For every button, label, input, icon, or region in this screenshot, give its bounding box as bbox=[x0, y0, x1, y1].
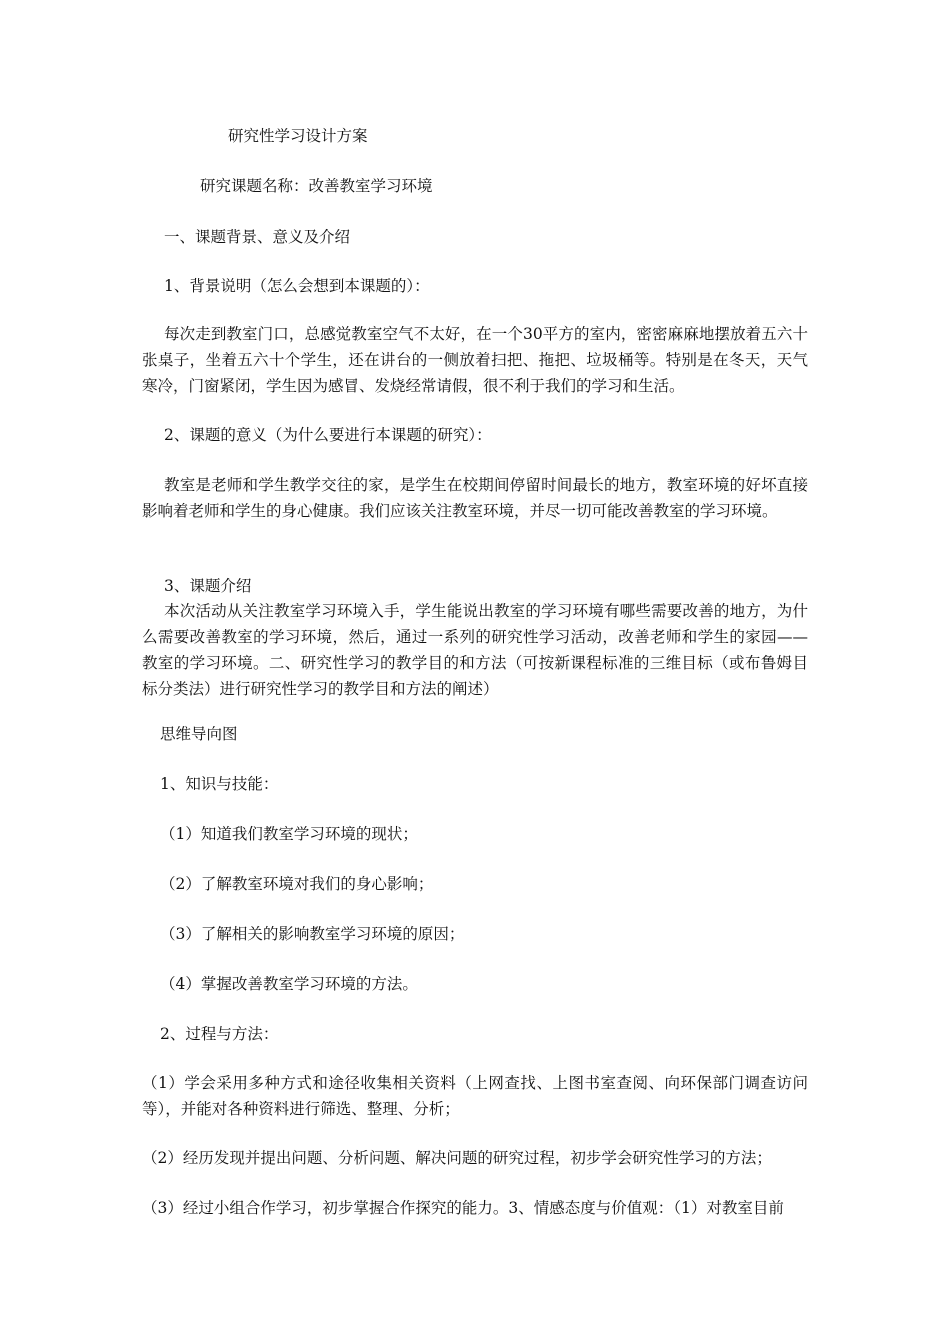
subheading-background: 1、背景说明（怎么会想到本课题的）： bbox=[164, 277, 430, 295]
paragraph-introduction: 本次活动从关注教室学习环境入手，学生能说出教室的学习环境有哪些需要改善的地方，为什么需要改善教室的学习环境，然后，通过一系列的研究性学习活动，改善老师和学生的家园——教室的学习环境。二、研究性学习的教学目的和方法（可按新课程标准的三维目标（或布鲁姆目标分类法）进行研究性学习的教学目和方法的阐述） bbox=[142, 602, 808, 698]
list-item: （2）经历发现并提出问题、分析问题、解决问题的研究过程，初步学会研究性学习的方法； bbox=[142, 1149, 772, 1167]
list-item: （3）经过小组合作学习，初步掌握合作探究的能力。3、情感态度与价值观：（1）对教室目前 bbox=[142, 1199, 784, 1217]
section-heading-background: 一、课题背景、意义及介绍 bbox=[164, 228, 351, 246]
list-item: （2）了解教室环境对我们的身心影响； bbox=[160, 875, 434, 893]
subheading-significance: 2、课题的意义（为什么要进行本课题的研究）： bbox=[164, 426, 492, 444]
subheading-knowledge-skills: 1、知识与技能： bbox=[160, 775, 279, 793]
subheading-process-methods: 2、过程与方法： bbox=[160, 1025, 279, 1043]
list-item: （3）了解相关的影响教室学习环境的原因； bbox=[160, 925, 465, 943]
list-item: （1）知道我们教室学习环境的现状； bbox=[160, 825, 418, 843]
mind-map-label: 思维导向图 bbox=[160, 725, 238, 743]
document-title: 研究性学习设计方案 bbox=[228, 127, 368, 145]
topic-name: 研究课题名称：改善教室学习环境 bbox=[200, 177, 433, 195]
paragraph-background: 每次走到教室门口，总感觉教室空气不太好，在一个30平方的室内，密密麻麻地摆放着五六十张桌子，坐着五六十个学生，还在讲台的一侧放着扫把、拖把、垃圾桶等。特别是在冬天，天气寒冷，门窗紧闭，学生因为感冒、发烧经常请假，很不利于我们的学习和生活。 bbox=[142, 325, 808, 395]
list-item: （4）掌握改善教室学习环境的方法。 bbox=[160, 975, 418, 993]
paragraph-significance: 教室是老师和学生教学交往的家，是学生在校期间停留时间最长的地方，教室环境的好坏直接影响着老师和学生的身心健康。我们应该关注教室环境，并尽一切可能改善教室的学习环境。 bbox=[142, 476, 808, 520]
list-item: （1）学会采用多种方式和途径收集相关资料（上网查找、上图书室查阅、向环保部门调查访问等），并能对各种资料进行筛选、整理、分析； bbox=[142, 1074, 808, 1118]
subheading-introduction: 3、课题介绍 bbox=[164, 577, 252, 595]
